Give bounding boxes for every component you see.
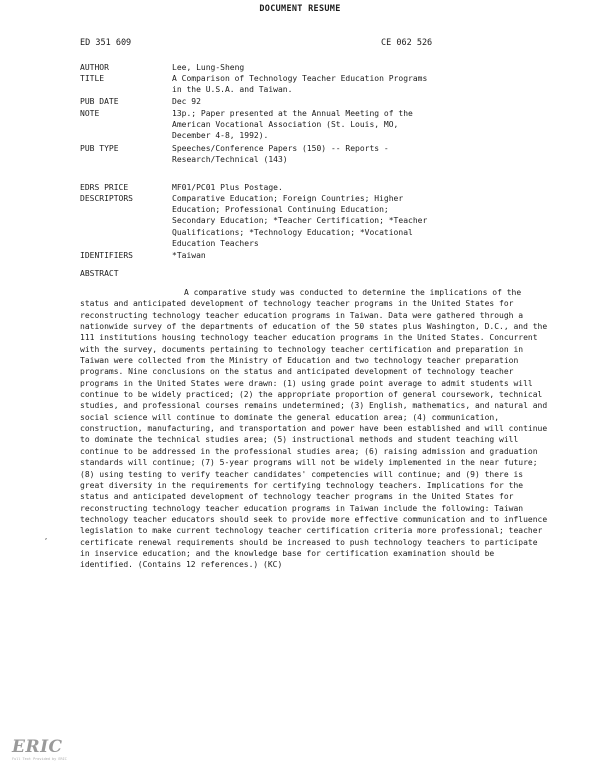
field-value: Lee, Lung-Sheng [172, 63, 245, 72]
field-value: Dec 92 [172, 97, 201, 106]
ce-number: CE 062 526 [381, 38, 433, 48]
field-label: IDENTIFIERS [80, 251, 133, 260]
ed-number: ED 351 609 [80, 38, 132, 48]
field-label: TITLE [80, 74, 105, 83]
field-label: PUB TYPE [80, 144, 119, 153]
field-value: *Taiwan [172, 251, 206, 260]
field-label: AUTHOR [80, 63, 109, 72]
abstract-body: A comparative study was conducted to determine the implications of the status and anticipated development of technology teacher programs in the United States for reconstructing technology teacher education programs in Taiwan. Data were gathered through a nationwide survey of the departments of education of the 50 states plus Washington, D.C., and the 111 institutions housing technology teacher education programs in the United States. Concurrent with the survey, documents pertaining to technology teacher certification and preparation in Taiwan were collected from the Ministry of Education and two technology teacher preparation programs. Nine conclusions on the status and anticipated development of technology teacher programs in the United States were drawn: (1) using grade point average to admit students will continue to be widely practiced; (2) the appropriate proportion of general coursework, technical studies, and professional courses remains undetermined; (3) English, mathematics, and natural and social science will continue to dominate the general education area; (4) communication, construction, manufacturing, and transportation and power have been established and will continue to dominate the technical studies area; (5) instructional methods and student teaching will continue to be addressed in the professional studies area; (6) raising admission and graduation standards will continue; (7) 5-year programs will not be widely implemented in the near future; (8) using testing to verify teacher candidates' competencies will continue; and (9) there is great diversity in the requirements for certifying technology teachers. Implications for the status and anticipated development of technology teacher programs in the United States for reconstructing technology teacher education programs in Taiwan include the following: Taiwan technology teacher educators should seek to provide more effective communication and to influence legislation to make current technology teacher certification criteria more professional; teacher certificate renewal requirements should be increased to push technology teachers to participate in inservice education; and the knowledge base for certification examination should be identified. (Contains 12 references.) (KC) [80, 288, 548, 570]
field-value: Comparative Education; Foreign Countries; Higher Education; Professional Continuing Education; Secondary Education; *Teacher Certification; *Teacher Qualifications; *Technology Education; *Vocational Education Teachers [172, 194, 428, 248]
field-value: Speeches/Conference Papers (150) -- Reports - Research/Technical (143) [172, 144, 389, 165]
eric-logo-subtext: Full Text Provided by ERIC [12, 757, 67, 761]
abstract-label: ABSTRACT [80, 269, 119, 278]
field-label: EDRS PRICE [80, 183, 129, 192]
eric-logo-text: ERIC [12, 737, 63, 757]
field-label: DESCRIPTORS [80, 194, 133, 203]
document-title: DOCUMENT RESUME [259, 4, 341, 14]
field-label: NOTE [80, 109, 100, 118]
field-value: 13p.; Paper presented at the Annual Meeting of the American Vocational Association (St. Louis, MO, December 4-8, 1992). [172, 109, 413, 141]
field-value: A Comparison of Technology Teacher Education Programs in the U.S.A. and Taiwan. [172, 74, 428, 95]
margin-mark: , [44, 533, 49, 541]
field-value: MF01/PC01 Plus Postage. [172, 183, 283, 192]
field-label: PUB DATE [80, 97, 119, 106]
eric-logo [12, 737, 67, 765]
